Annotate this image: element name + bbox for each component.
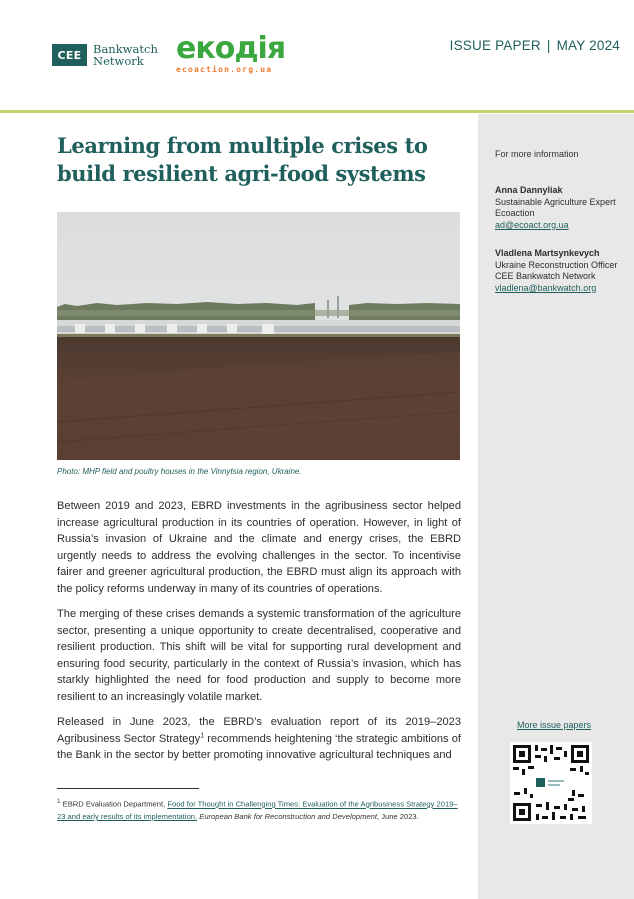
footnote: [57, 796, 462, 824]
body-text: [57, 498, 461, 773]
ekodiya-logo: [176, 31, 286, 74]
cee-logo-line1: Bankwatch: [93, 42, 158, 56]
contact-role: Ukraine Reconstruction Officer: [495, 259, 618, 270]
footnote-suffix: , June 2023.: [376, 812, 419, 822]
footnote-source-link[interactable]: Food for Thought in Challenging Times: Evaluation of the Agribusiness Strategy 2019–23 and early results of its implementation.: [57, 799, 458, 822]
contact-org: Ecoaction: [495, 208, 535, 219]
document-meta: [450, 38, 620, 53]
body-paragraph: Between 2019 and 2023, EBRD investments in the agribusiness sector helped increase agricultural production in its countries of operation. However, in light of Russia’s invasion of Ukraine and the climate and energy crises, the EBRD urgently needs to address the evolving challenges in the sector. To incentivise fairer and greener agricultural production, the EBRD must align its approach with the policy reforms underway in many of its countries of operations.: [57, 500, 461, 595]
contact-org: CEE Bankwatch Network: [495, 271, 596, 282]
footnote-publisher: European Bank for Reconstruction and Development: [197, 812, 377, 822]
document-date: MAY 2024: [556, 38, 620, 53]
qr-code-graphic: [510, 742, 592, 824]
page-title: Learning from multiple crises to build resilient agri-food systems: [57, 133, 428, 186]
cee-bankwatch-logo: [52, 43, 158, 67]
footnote-marker: 1: [57, 798, 61, 805]
meta-separator: |: [546, 38, 551, 53]
contact-card: [495, 185, 616, 231]
field-photo-illustration: [57, 212, 460, 460]
body-paragraph: The merging of these crises demands a systemic transformation of the agriculture sector, presenting a unique opportunity to create decentralised, cooperative and resilient production. This shift will be vital for supporting rural development and ensuring food security, particularly in the context of Russia’s invasion, which has starkly highlighted the need for food production and supply to become more resilient to an increasingly volatile market.: [57, 608, 461, 703]
footnote-divider: [57, 788, 199, 789]
body-paragraph: [57, 714, 461, 764]
cee-logo-text: [93, 43, 158, 67]
ekodiya-logo-url: ecoaction.org.ua: [176, 65, 273, 74]
more-issue-papers-link[interactable]: More issue papers: [517, 720, 592, 730]
field-photo: [57, 212, 460, 460]
body-paragraph-text: recommends heightening ‘the strategic ambitions of the Bank in the sector by better promoting innovative agricultural techniques and: [57, 732, 461, 761]
contact-role: Sustainable Agriculture Expert: [495, 196, 616, 207]
contact-card: [495, 248, 617, 294]
body-paragraph-text: Released in June 2023, the EBRD’s evaluation report of its 2019–2023 Agribusiness Sector Strategy: [57, 716, 461, 745]
cee-logo-box: CEE: [52, 44, 87, 66]
footnote-reference[interactable]: 1: [200, 731, 205, 739]
header-divider: [0, 110, 634, 113]
contact-email-link[interactable]: vladlena@bankwatch.org: [495, 282, 597, 293]
cee-logo-line2: Network: [93, 54, 144, 68]
photo-caption: Photo: MHP field and poultry houses in the Vinnytsia region, Ukraine.: [57, 467, 302, 476]
contact-email-link[interactable]: ad@ecoact.org.ua: [495, 219, 569, 230]
contact-name: Anna Dannyliak: [495, 185, 563, 195]
document-type: ISSUE PAPER: [449, 38, 541, 53]
qr-code[interactable]: [510, 742, 592, 824]
footnote-prefix: EBRD Evaluation Department,: [60, 799, 168, 809]
ekodiya-logo-word: екодія: [176, 31, 286, 66]
sidebar-label: For more information: [495, 149, 579, 159]
contact-name: Vladlena Martsynkevych: [495, 248, 600, 258]
